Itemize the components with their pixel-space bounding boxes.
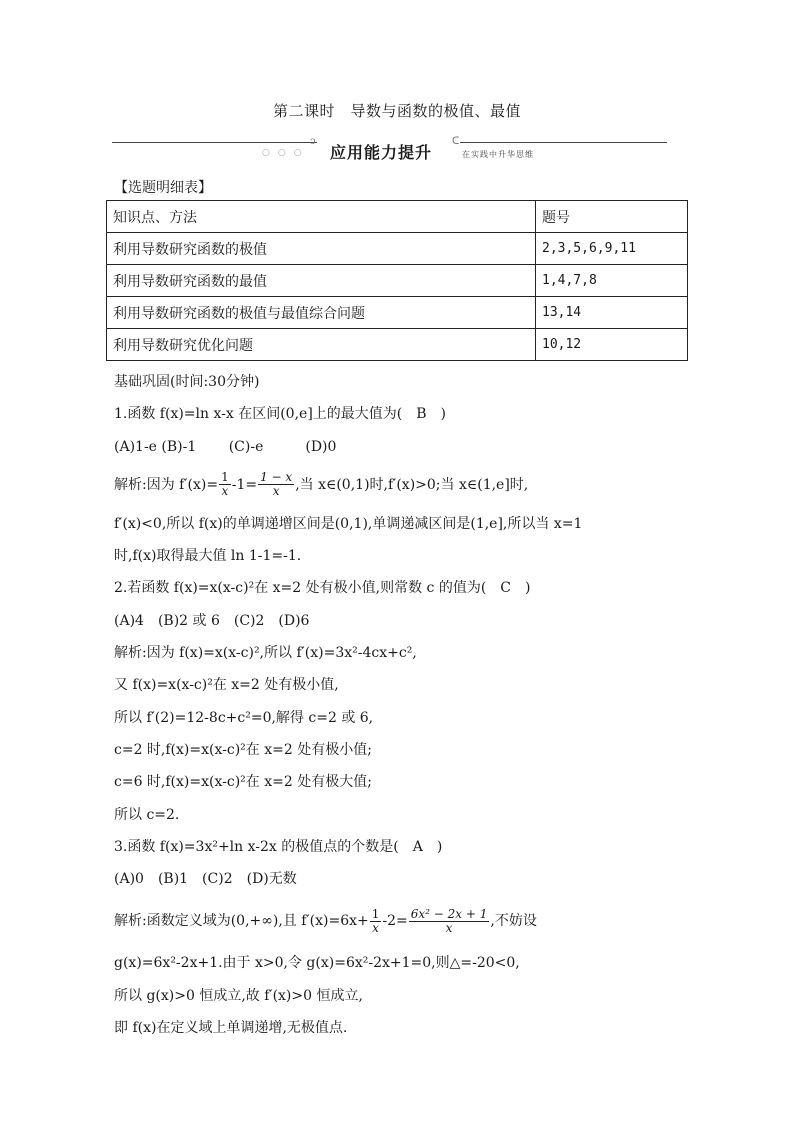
question-3-solution-line: g(x)=6x²-2x+1.由于 x>0,令 g(x)=6x²-2x+1=0,则△=-20<0, [114, 955, 520, 972]
fraction-numerator: 6x² − 2x + 1 [410, 906, 488, 921]
banner-ornament-right-icon: ᑕ [452, 136, 460, 147]
question-1-solution-line: f′(x)<0,所以 f(x)的单调递增区间是(0,1),单调递减区间是(1,e],所以当 x=1 [114, 515, 583, 532]
question-3-options: (A)0 (B)1 (C)2 (D)无数 [114, 871, 297, 888]
table-cell-topic: 利用导数研究优化问题 [107, 329, 536, 361]
section-title: 基础巩固(时间:30分钟) [114, 374, 260, 390]
table-cell-numbers: 2,3,5,6,9,11 [536, 233, 688, 265]
banner-slogan: 在实践中升华思维 [462, 150, 534, 159]
fraction-numerator: 1 − x [260, 470, 293, 485]
banner-rule-right [460, 142, 667, 143]
fraction-denominator: x [445, 920, 453, 935]
table-header-cell: 题号 [536, 201, 688, 233]
question-1-solution-line: 时,f(x)取得最大值 ln 1-1=-1. [114, 548, 302, 565]
question-2-stem: 2.若函数 f(x)=x(x-c)²在 x=2 处有极小值,则常数 c 的值为( C ) [114, 580, 531, 597]
table-row [107, 265, 688, 297]
table-cell-numbers: 1,4,7,8 [536, 265, 688, 297]
fraction [219, 471, 231, 498]
page-title: 第二课时 导数与函数的极值、最值 [272, 102, 521, 120]
question-2-solution-line: c=2 时,f(x)=x(x-c)²在 x=2 处有极小值; [114, 741, 372, 758]
fraction-denominator: x [272, 484, 280, 499]
question-3-solution-line: 所以 g(x)>0 恒成立,故 f′(x)>0 恒成立, [114, 987, 363, 1004]
question-1-stem: 1.函数 f(x)=ln x-x 在区间(0,e]上的最大值为( B ) [114, 406, 446, 423]
table-row [107, 297, 688, 329]
question-2-solution-line: 所以 c=2. [114, 806, 180, 823]
question-3-solution-line [114, 895, 684, 947]
banner-dots-icon: ○○○ [262, 148, 310, 158]
exercise-content [114, 366, 684, 1044]
question-2-solution-line: c=6 时,f(x)=x(x-c)²在 x=2 处有极大值; [114, 774, 372, 791]
section-banner [112, 134, 667, 166]
question-1-options: (A)1-e (B)-1 (C)-e (D)0 [114, 438, 337, 455]
table-caption: 【选题明细表】 [114, 180, 212, 196]
solution-text: 解析:函数定义域为(0,+∞),且 f′(x)=6x+ [114, 913, 369, 930]
solution-text: 解析:因为 f′(x)= [114, 476, 219, 493]
fraction [409, 908, 490, 935]
fraction-denominator: x [372, 920, 379, 935]
question-2-solution-line: 解析:因为 f(x)=x(x-c)²,所以 f′(x)=3x²-4cx+c², [114, 645, 417, 662]
fraction-numerator: 1 [221, 470, 229, 485]
question-2-options: (A)4 (B)2 或 6 (C)2 (D)6 [114, 612, 310, 629]
fraction-numerator: 1 [371, 906, 380, 921]
table-header-row [107, 201, 688, 233]
fraction [370, 908, 382, 935]
table-header-cell: 知识点、方法 [107, 201, 536, 233]
question-2-solution-line: 所以 f′(2)=12-8c+c²=0,解得 c=2 或 6, [114, 709, 374, 726]
fraction-denominator: x [221, 484, 229, 499]
table-cell-numbers: 13,14 [536, 297, 688, 329]
banner-ornament-left-icon: ↄ [310, 136, 316, 147]
solution-text: ,不妨设 [490, 913, 537, 930]
table-cell-topic: 利用导数研究函数的极值 [107, 233, 536, 265]
topic-table [106, 200, 688, 361]
question-2-solution-line: 又 f(x)=x(x-c)²在 x=2 处有极小值, [114, 677, 339, 694]
fraction [258, 471, 294, 498]
solution-text: ,当 x∈(0,1)时,f′(x)>0;当 x∈(1,e]时, [295, 476, 529, 493]
table-row [107, 233, 688, 265]
question-3-stem: 3.函数 f(x)=3x²+ln x-2x 的极值点的个数是( A ) [114, 838, 443, 855]
table-cell-topic: 利用导数研究函数的极值与最值综合问题 [107, 297, 536, 329]
solution-text: -2= [382, 913, 408, 930]
question-1-solution-line [114, 463, 684, 508]
solution-text: -1= [231, 476, 258, 493]
question-3-solution-line: 即 f(x)在定义域上单调递增,无极值点. [114, 1020, 348, 1037]
table-row [107, 329, 688, 361]
table-cell-numbers: 10,12 [536, 329, 688, 361]
table-cell-topic: 利用导数研究函数的最值 [107, 265, 536, 297]
banner-heading: 应用能力提升 [330, 143, 433, 162]
banner-rule-left [112, 142, 317, 143]
